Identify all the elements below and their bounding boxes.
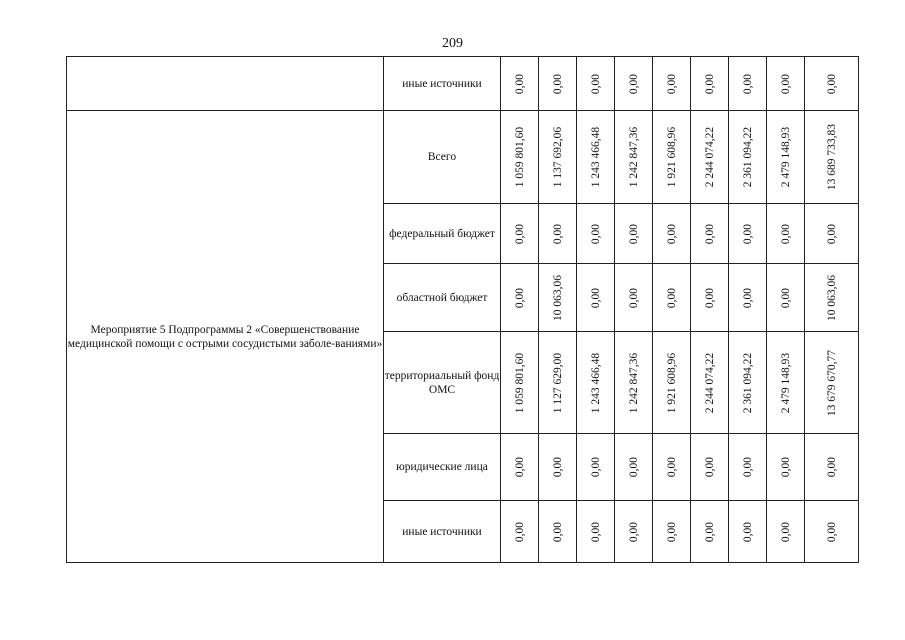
funding-source-label: Всего bbox=[384, 111, 501, 204]
value-cell bbox=[501, 264, 539, 332]
value-text: 1 242 847,36 bbox=[627, 126, 640, 188]
value-text: 2 244 074,22 bbox=[703, 126, 716, 188]
value-text: 1 242 847,36 bbox=[627, 352, 640, 413]
value-cell bbox=[539, 501, 577, 563]
value-cell bbox=[577, 57, 615, 111]
value-text: 0,00 bbox=[551, 456, 564, 478]
value-text: 0,00 bbox=[589, 456, 602, 478]
value-cell bbox=[615, 332, 653, 434]
value-cell bbox=[615, 57, 653, 111]
value-cell bbox=[653, 57, 691, 111]
value-text: 2 244 074,22 bbox=[703, 352, 716, 413]
funding-source-label: территориальный фонд ОМС bbox=[384, 332, 501, 434]
value-text: 0,00 bbox=[741, 521, 754, 542]
value-text: 0,00 bbox=[627, 521, 640, 542]
value-text: 0,00 bbox=[665, 223, 678, 244]
value-cell bbox=[615, 264, 653, 332]
value-text: 0,00 bbox=[551, 223, 564, 244]
value-text: 1 137 692,06 bbox=[551, 126, 564, 188]
value-text: 0,00 bbox=[513, 521, 526, 542]
value-cell bbox=[767, 57, 805, 111]
value-text: 10 063,06 bbox=[825, 274, 838, 321]
value-text: 2 479 148,93 bbox=[779, 352, 792, 413]
value-cell bbox=[539, 434, 577, 501]
value-cell bbox=[767, 434, 805, 501]
table-row bbox=[67, 57, 859, 111]
value-cell bbox=[501, 332, 539, 434]
value-text: 0,00 bbox=[627, 73, 640, 94]
value-text: 0,00 bbox=[825, 73, 838, 94]
value-text: 0,00 bbox=[551, 73, 564, 94]
value-text: 0,00 bbox=[513, 456, 526, 478]
value-cell bbox=[729, 501, 767, 563]
value-cell bbox=[577, 111, 615, 204]
value-text: 0,00 bbox=[825, 456, 838, 478]
value-cell bbox=[805, 204, 859, 264]
value-text: 0,00 bbox=[513, 223, 526, 244]
table-row bbox=[67, 111, 859, 204]
value-text: 0,00 bbox=[513, 287, 526, 308]
value-cell bbox=[539, 264, 577, 332]
value-cell bbox=[805, 264, 859, 332]
value-text: 0,00 bbox=[703, 456, 716, 478]
value-cell bbox=[805, 434, 859, 501]
value-cell bbox=[615, 501, 653, 563]
measure-description: Мероприятие 5 Подпрограммы 2 «Совершенствование медицинской помощи с острыми сосудистыми заболе-ваниями» bbox=[67, 111, 384, 563]
value-cell bbox=[691, 57, 729, 111]
value-cell bbox=[653, 434, 691, 501]
value-text: 0,00 bbox=[779, 287, 792, 308]
value-cell bbox=[577, 264, 615, 332]
funding-source-label: областной бюджет bbox=[384, 264, 501, 332]
value-text: 13 679 670,77 bbox=[825, 349, 838, 416]
value-cell bbox=[501, 204, 539, 264]
value-cell bbox=[767, 111, 805, 204]
value-text: 0,00 bbox=[551, 521, 564, 542]
value-cell bbox=[653, 264, 691, 332]
value-text: 0,00 bbox=[825, 521, 838, 542]
value-text: 2 361 094,22 bbox=[741, 126, 754, 188]
value-cell bbox=[539, 57, 577, 111]
value-text: 0,00 bbox=[627, 456, 640, 478]
value-cell bbox=[767, 264, 805, 332]
value-text: 0,00 bbox=[665, 287, 678, 308]
value-cell bbox=[729, 57, 767, 111]
value-text: 2 361 094,22 bbox=[741, 352, 754, 413]
value-text: 0,00 bbox=[703, 73, 716, 94]
value-text: 0,00 bbox=[589, 287, 602, 308]
value-cell bbox=[767, 204, 805, 264]
value-cell bbox=[539, 111, 577, 204]
value-cell bbox=[615, 204, 653, 264]
value-cell bbox=[501, 501, 539, 563]
value-cell bbox=[767, 332, 805, 434]
value-text: 0,00 bbox=[513, 73, 526, 94]
value-text: 0,00 bbox=[589, 223, 602, 244]
page-number: 209 bbox=[442, 36, 463, 51]
empty-description-cell bbox=[67, 57, 384, 111]
value-cell bbox=[501, 111, 539, 204]
value-cell bbox=[577, 434, 615, 501]
value-cell bbox=[577, 204, 615, 264]
funding-source-label: юридические лица bbox=[384, 434, 501, 501]
value-text: 0,00 bbox=[779, 223, 792, 244]
value-cell bbox=[501, 434, 539, 501]
value-text: 0,00 bbox=[665, 521, 678, 542]
value-text: 10 063,06 bbox=[551, 274, 564, 321]
value-text: 13 689 733,83 bbox=[825, 123, 838, 191]
value-cell bbox=[805, 57, 859, 111]
value-text: 1 127 629,00 bbox=[551, 352, 564, 413]
value-cell bbox=[577, 501, 615, 563]
value-cell bbox=[577, 332, 615, 434]
value-text: 0,00 bbox=[703, 223, 716, 244]
value-text: 0,00 bbox=[741, 456, 754, 478]
value-text: 1 921 608,96 bbox=[665, 126, 678, 188]
value-cell bbox=[653, 204, 691, 264]
value-cell bbox=[539, 332, 577, 434]
value-cell bbox=[691, 434, 729, 501]
value-text: 0,00 bbox=[779, 521, 792, 542]
value-cell bbox=[767, 501, 805, 563]
value-text: 0,00 bbox=[665, 456, 678, 478]
value-text: 0,00 bbox=[779, 456, 792, 478]
value-cell bbox=[805, 111, 859, 204]
value-text: 0,00 bbox=[703, 287, 716, 308]
value-text: 1 059 801,60 bbox=[513, 352, 526, 413]
funding-source-label: иные источники bbox=[384, 501, 501, 563]
value-cell bbox=[653, 111, 691, 204]
value-text: 0,00 bbox=[627, 223, 640, 244]
value-cell bbox=[729, 332, 767, 434]
value-cell bbox=[729, 204, 767, 264]
funding-source-label: федеральный бюджет bbox=[384, 204, 501, 264]
value-text: 0,00 bbox=[741, 223, 754, 244]
value-cell bbox=[805, 332, 859, 434]
value-cell bbox=[805, 501, 859, 563]
value-cell bbox=[501, 57, 539, 111]
value-text: 1 243 466,48 bbox=[589, 352, 602, 413]
value-cell bbox=[691, 264, 729, 332]
value-text: 0,00 bbox=[627, 287, 640, 308]
value-cell bbox=[653, 501, 691, 563]
value-text: 0,00 bbox=[703, 521, 716, 542]
value-cell bbox=[691, 501, 729, 563]
value-text: 0,00 bbox=[589, 73, 602, 94]
value-text: 0,00 bbox=[741, 73, 754, 94]
value-cell bbox=[615, 111, 653, 204]
value-cell bbox=[615, 434, 653, 501]
value-text: 0,00 bbox=[741, 287, 754, 308]
value-cell bbox=[691, 204, 729, 264]
value-cell bbox=[691, 111, 729, 204]
value-text: 1 921 608,96 bbox=[665, 352, 678, 413]
value-text: 0,00 bbox=[825, 223, 838, 244]
value-text: 1 243 466,48 bbox=[589, 126, 602, 188]
value-text: 0,00 bbox=[665, 73, 678, 94]
funding-source-label: иные источники bbox=[384, 57, 501, 111]
value-cell bbox=[729, 434, 767, 501]
value-text: 2 479 148,93 bbox=[779, 126, 792, 188]
value-cell bbox=[653, 332, 691, 434]
value-text: 0,00 bbox=[779, 73, 792, 94]
value-text: 0,00 bbox=[589, 521, 602, 542]
value-cell bbox=[729, 264, 767, 332]
value-cell bbox=[729, 111, 767, 204]
value-cell bbox=[539, 204, 577, 264]
budget-table bbox=[66, 56, 859, 563]
value-cell bbox=[691, 332, 729, 434]
value-text: 1 059 801,60 bbox=[513, 126, 526, 188]
